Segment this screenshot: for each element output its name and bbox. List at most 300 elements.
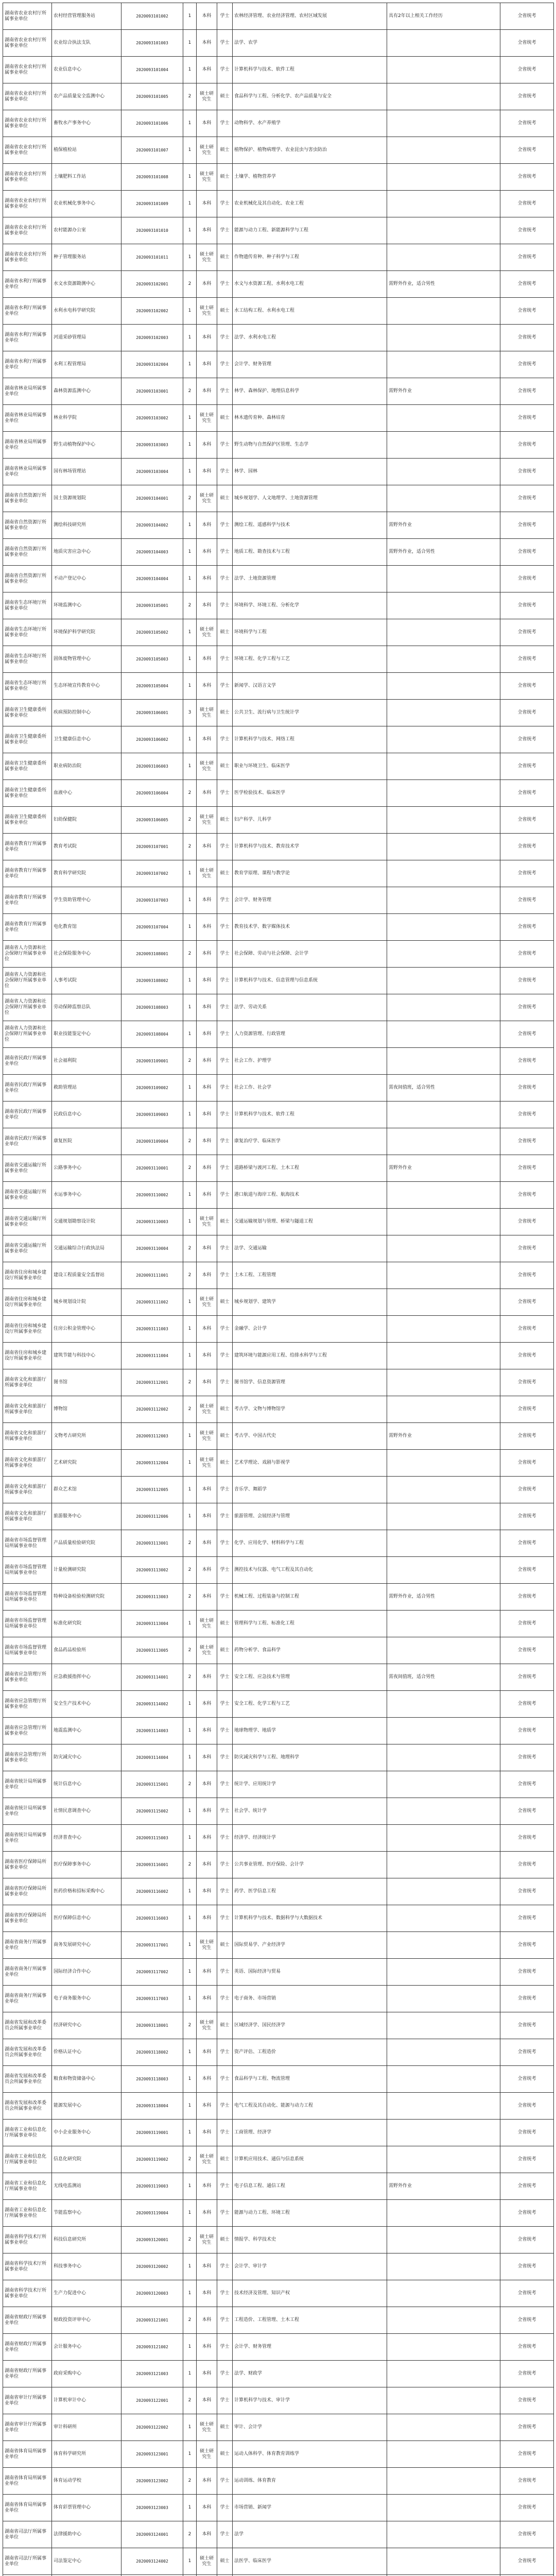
remark-cell: 全省统考 bbox=[500, 2066, 554, 2093]
requirement-cell bbox=[387, 1369, 500, 1396]
education-cell: 硕士研究生 bbox=[197, 1209, 217, 1235]
education-cell: 本科 bbox=[197, 1477, 217, 1503]
requirement-cell bbox=[387, 325, 500, 351]
requirement-cell: 需夜间值班，适合男性 bbox=[387, 1664, 500, 1691]
education-cell: 硕士研究生 bbox=[197, 1450, 217, 1477]
remark-cell: 全省统考 bbox=[500, 834, 554, 860]
dept-cell: 审计科研所 bbox=[52, 2414, 121, 2441]
education-cell: 硕士研究生 bbox=[197, 2414, 217, 2441]
education-cell: 本科 bbox=[197, 592, 217, 619]
major-cell: 社会保障、劳动与社会保障、会计学 bbox=[233, 941, 387, 968]
degree-cell: 学士 bbox=[217, 1691, 233, 1718]
position-code-cell: 2020093115003 bbox=[121, 1825, 183, 1852]
requirement-cell: 需夜间值班，适合男性 bbox=[387, 1075, 500, 1101]
unit-cell: 湖南省住房和城乡建设厅所属事业单位 bbox=[3, 1343, 52, 1369]
dept-cell: 民政信息中心 bbox=[52, 1101, 121, 1128]
requirement-cell bbox=[387, 592, 500, 619]
requirement-cell: 需野外作业 bbox=[387, 512, 500, 539]
requirement-cell bbox=[387, 860, 500, 887]
unit-cell: 湖南省发展和改革委员会所属事业单位 bbox=[3, 2039, 52, 2066]
major-cell: 工商管理、经济学 bbox=[233, 2120, 387, 2146]
position-code-cell: 2020093107003 bbox=[121, 887, 183, 914]
requirement-cell bbox=[387, 1101, 500, 1128]
degree-cell: 学士 bbox=[217, 1718, 233, 1744]
headcount-cell: 1 bbox=[183, 1503, 197, 1530]
major-cell: 职业与环境卫生、临床医学 bbox=[233, 753, 387, 780]
remark-cell: 全省统考 bbox=[500, 2548, 554, 2575]
major-cell: 区域经济学、国民经济学 bbox=[233, 2012, 387, 2039]
table-row bbox=[3, 646, 554, 673]
education-cell: 本科 bbox=[197, 325, 217, 351]
dept-cell: 农村能源办公室 bbox=[52, 217, 121, 244]
education-cell: 本科 bbox=[197, 1235, 217, 1262]
major-cell: 农业机械化及其自动化、农业工程 bbox=[233, 191, 387, 217]
requirement-cell: 需野外作业 bbox=[387, 378, 500, 405]
position-code-cell: 2020093123003 bbox=[121, 2495, 183, 2521]
degree-cell: 硕士 bbox=[217, 1396, 233, 1423]
major-cell: 计算机科学与技术、网络工程 bbox=[233, 726, 387, 753]
remark-cell: 全省统考 bbox=[500, 1584, 554, 1611]
headcount-cell: 2 bbox=[183, 807, 197, 834]
unit-cell: 湖南省医疗保障局所属事业单位 bbox=[3, 1852, 52, 1878]
dept-cell: 疾病预防控制中心 bbox=[52, 700, 121, 726]
requirement-cell: 需野外作业 bbox=[387, 2173, 500, 2200]
unit-cell: 湖南省水利厅所属事业单位 bbox=[3, 271, 52, 298]
education-cell: 硕士研究生 bbox=[197, 83, 217, 110]
table-row bbox=[3, 30, 554, 57]
dept-cell: 中小企业服务中心 bbox=[52, 2120, 121, 2146]
unit-cell: 湖南省林业局所属事业单位 bbox=[3, 405, 52, 432]
remark-cell: 全省统考 bbox=[500, 244, 554, 271]
headcount-cell: 2 bbox=[183, 485, 197, 512]
education-cell: 硕士研究生 bbox=[197, 164, 217, 191]
requirement-cell bbox=[387, 1611, 500, 1637]
headcount-cell: 1 bbox=[183, 726, 197, 753]
headcount-cell: 1 bbox=[183, 1986, 197, 2012]
major-cell: 人力资源管理、行政管理 bbox=[233, 1021, 387, 1048]
remark-cell: 全省统考 bbox=[500, 432, 554, 459]
unit-cell: 湖南省教育厅所属事业单位 bbox=[3, 887, 52, 914]
table-row bbox=[3, 673, 554, 700]
table-row bbox=[3, 1343, 554, 1369]
unit-cell: 湖南省医疗保障局所属事业单位 bbox=[3, 1878, 52, 1905]
requirement-cell bbox=[387, 994, 500, 1021]
major-cell: 化学、应用化学、材料科学与工程 bbox=[233, 1530, 387, 1557]
position-code-cell: 2020093113001 bbox=[121, 1530, 183, 1557]
headcount-cell: 1 bbox=[183, 860, 197, 887]
unit-cell: 湖南省财政厅所属事业单位 bbox=[3, 2307, 52, 2334]
requirement-cell bbox=[387, 1530, 500, 1557]
headcount-cell: 1 bbox=[183, 968, 197, 994]
degree-cell: 硕士 bbox=[217, 405, 233, 432]
degree-cell: 学士 bbox=[217, 1021, 233, 1048]
education-cell: 本科 bbox=[197, 994, 217, 1021]
headcount-cell: 2 bbox=[183, 1637, 197, 1664]
headcount-cell: 1 bbox=[183, 2495, 197, 2521]
table-row bbox=[3, 2066, 554, 2093]
dept-cell: 社会保险服务中心 bbox=[52, 941, 121, 968]
remark-cell: 全省统考 bbox=[500, 3, 554, 30]
remark-cell: 全省统考 bbox=[500, 2495, 554, 2521]
major-cell: 食品科学与工程、分析化学、农产品质量与安全 bbox=[233, 83, 387, 110]
dept-cell: 艺术研究院 bbox=[52, 1450, 121, 1477]
major-cell: 运动训练、体育教育 bbox=[233, 2468, 387, 2495]
major-cell: 英语、国际经济与贸易 bbox=[233, 1959, 387, 1986]
headcount-cell: 1 bbox=[183, 1450, 197, 1477]
requirement-cell bbox=[387, 1209, 500, 1235]
remark-cell: 全省统考 bbox=[500, 968, 554, 994]
requirement-cell bbox=[387, 1771, 500, 1798]
position-code-cell: 2020093103002 bbox=[121, 405, 183, 432]
remark-cell: 全省统考 bbox=[500, 405, 554, 432]
headcount-cell: 1 bbox=[183, 887, 197, 914]
education-cell: 本科 bbox=[197, 1316, 217, 1343]
dept-cell: 农村经营管理服务站 bbox=[52, 3, 121, 30]
position-code-cell: 2020093118002 bbox=[121, 2039, 183, 2066]
dept-cell: 住房公积金管理中心 bbox=[52, 1316, 121, 1343]
remark-cell: 全省统考 bbox=[500, 2387, 554, 2414]
education-cell: 本科 bbox=[197, 2200, 217, 2227]
headcount-cell: 1 bbox=[183, 1423, 197, 1450]
remark-cell: 全省统考 bbox=[500, 164, 554, 191]
unit-cell: 湖南省水利厅所属事业单位 bbox=[3, 298, 52, 325]
major-cell: 计算机科学与技术、软件工程 bbox=[233, 57, 387, 83]
degree-cell: 硕士 bbox=[217, 298, 233, 325]
headcount-cell: 1 bbox=[183, 566, 197, 592]
remark-cell: 全省统考 bbox=[500, 1637, 554, 1664]
table-row bbox=[3, 1477, 554, 1503]
education-cell: 本科 bbox=[197, 2253, 217, 2280]
degree-cell: 学士 bbox=[217, 1664, 233, 1691]
requirement-cell bbox=[387, 137, 500, 164]
degree-cell: 硕士 bbox=[217, 83, 233, 110]
headcount-cell: 2 bbox=[183, 271, 197, 298]
education-cell: 本科 bbox=[197, 887, 217, 914]
position-code-cell: 2020093106002 bbox=[121, 726, 183, 753]
degree-cell: 学士 bbox=[217, 1477, 233, 1503]
major-cell: 公共卫生、流行病与卫生统计学 bbox=[233, 700, 387, 726]
dept-cell: 应急救援指挥中心 bbox=[52, 1664, 121, 1691]
dept-cell: 医疗保障信息中心 bbox=[52, 1905, 121, 1932]
remark-cell: 全省统考 bbox=[500, 2414, 554, 2441]
major-cell: 林学、园林 bbox=[233, 459, 387, 485]
dept-cell: 水利工程管理局 bbox=[52, 351, 121, 378]
unit-cell: 湖南省交通运输厅所属事业单位 bbox=[3, 1182, 52, 1209]
education-cell: 本科 bbox=[197, 1959, 217, 1986]
degree-cell: 学士 bbox=[217, 2120, 233, 2146]
degree-cell: 学士 bbox=[217, 2495, 233, 2521]
remark-cell: 全省统考 bbox=[500, 1664, 554, 1691]
degree-cell: 学士 bbox=[217, 1128, 233, 1155]
position-code-cell: 2020093114004 bbox=[121, 1744, 183, 1771]
education-cell: 硕士研究生 bbox=[197, 1289, 217, 1316]
table-body bbox=[3, 3, 554, 2576]
dept-cell: 统计信息中心 bbox=[52, 1771, 121, 1798]
headcount-cell: 1 bbox=[183, 1021, 197, 1048]
dept-cell: 医疗保障事务中心 bbox=[52, 1852, 121, 1878]
remark-cell: 全省统考 bbox=[500, 673, 554, 700]
headcount-cell: 1 bbox=[183, 1905, 197, 1932]
remark-cell: 全省统考 bbox=[500, 1048, 554, 1075]
position-code-cell: 2020093118001 bbox=[121, 2012, 183, 2039]
table-row bbox=[3, 3, 554, 30]
dept-cell: 测绘科技研究所 bbox=[52, 512, 121, 539]
education-cell: 本科 bbox=[197, 566, 217, 592]
degree-cell: 硕士 bbox=[217, 1932, 233, 1959]
dept-cell: 教育考试院 bbox=[52, 834, 121, 860]
requirement-cell bbox=[387, 1503, 500, 1530]
headcount-cell: 1 bbox=[183, 2200, 197, 2227]
unit-cell: 湖南省民政厅所属事业单位 bbox=[3, 1128, 52, 1155]
headcount-cell: 1 bbox=[183, 1691, 197, 1718]
education-cell: 本科 bbox=[197, 2093, 217, 2120]
position-code-cell: 2020093122002 bbox=[121, 2414, 183, 2441]
headcount-cell: 2 bbox=[183, 2468, 197, 2495]
remark-cell: 全省统考 bbox=[500, 2468, 554, 2495]
education-cell: 本科 bbox=[197, 1182, 217, 1209]
education-cell: 本科 bbox=[197, 646, 217, 673]
headcount-cell: 2 bbox=[183, 1235, 197, 1262]
degree-cell: 学士 bbox=[217, 459, 233, 485]
education-cell: 本科 bbox=[197, 2468, 217, 2495]
table-row bbox=[3, 566, 554, 592]
education-cell: 本科 bbox=[197, 2361, 217, 2387]
degree-cell: 学士 bbox=[217, 592, 233, 619]
degree-cell: 学士 bbox=[217, 726, 233, 753]
position-code-cell: 2020093124001 bbox=[121, 2521, 183, 2548]
education-cell: 本科 bbox=[197, 2039, 217, 2066]
requirement-cell bbox=[387, 1744, 500, 1771]
degree-cell: 学士 bbox=[217, 110, 233, 137]
degree-cell: 学士 bbox=[217, 2387, 233, 2414]
position-code-cell: 2020093122001 bbox=[121, 2387, 183, 2414]
degree-cell: 硕士 bbox=[217, 619, 233, 646]
headcount-cell: 1 bbox=[183, 619, 197, 646]
position-code-cell: 2020093121002 bbox=[121, 2334, 183, 2361]
headcount-cell: 1 bbox=[183, 2066, 197, 2093]
dept-cell: 学生资助管理中心 bbox=[52, 887, 121, 914]
dept-cell: 环境保护科学研究院 bbox=[52, 619, 121, 646]
major-cell: 电子商务、市场营销 bbox=[233, 1986, 387, 2012]
remark-cell: 全省统考 bbox=[500, 1209, 554, 1235]
requirement-cell bbox=[387, 244, 500, 271]
dept-cell: 职业病防治院 bbox=[52, 753, 121, 780]
unit-cell: 湖南省体育局所属事业单位 bbox=[3, 2441, 52, 2468]
table-row bbox=[3, 2548, 554, 2575]
major-cell: 土木工程、工程管理 bbox=[233, 1262, 387, 1289]
dept-cell: 森林资源监测中心 bbox=[52, 378, 121, 405]
headcount-cell: 2 bbox=[183, 2146, 197, 2173]
remark-cell: 全省统考 bbox=[500, 1128, 554, 1155]
table-row bbox=[3, 2120, 554, 2146]
major-cell: 法学、农学 bbox=[233, 30, 387, 57]
position-code-cell: 2020093108004 bbox=[121, 1021, 183, 1048]
position-code-cell: 2020093115002 bbox=[121, 1798, 183, 1825]
remark-cell: 全省统考 bbox=[500, 726, 554, 753]
requirement-cell bbox=[387, 2548, 500, 2575]
dept-cell: 计算机审计中心 bbox=[52, 2387, 121, 2414]
table-row bbox=[3, 1718, 554, 1744]
remark-cell: 全省统考 bbox=[500, 30, 554, 57]
major-cell: 考古学、文物与博物馆学 bbox=[233, 1396, 387, 1423]
requirement-cell bbox=[387, 2307, 500, 2334]
remark-cell: 全省统考 bbox=[500, 592, 554, 619]
degree-cell: 学士 bbox=[217, 2200, 233, 2227]
table-row bbox=[3, 994, 554, 1021]
position-code-cell: 2020093104002 bbox=[121, 512, 183, 539]
dept-cell: 水运事务中心 bbox=[52, 1182, 121, 1209]
major-cell: 机械工程、过程装备与控制工程 bbox=[233, 1584, 387, 1611]
remark-cell: 全省统考 bbox=[500, 271, 554, 298]
remark-cell: 全省统考 bbox=[500, 512, 554, 539]
dept-cell: 博物馆 bbox=[52, 1396, 121, 1423]
remark-cell: 全省统考 bbox=[500, 2173, 554, 2200]
headcount-cell: 1 bbox=[183, 57, 197, 83]
headcount-cell: 2 bbox=[183, 1852, 197, 1878]
requirement-cell bbox=[387, 673, 500, 700]
table-row bbox=[3, 1182, 554, 1209]
unit-cell: 湖南省农业农村厅所属事业单位 bbox=[3, 3, 52, 30]
remark-cell: 全省统考 bbox=[500, 619, 554, 646]
position-code-cell: 2020093110001 bbox=[121, 1155, 183, 1182]
unit-cell: 湖南省林业局所属事业单位 bbox=[3, 459, 52, 485]
headcount-cell: 2 bbox=[183, 941, 197, 968]
education-cell: 硕士研究生 bbox=[197, 2227, 217, 2253]
requirement-cell bbox=[387, 432, 500, 459]
education-cell: 硕士研究生 bbox=[197, 2012, 217, 2039]
major-cell: 管理科学与工程、标准化工程 bbox=[233, 1611, 387, 1637]
major-cell: 能源与动力工程、环境工程 bbox=[233, 2200, 387, 2227]
position-code-cell: 2020093101003 bbox=[121, 30, 183, 57]
unit-cell: 湖南省工业和信息化厅所属事业单位 bbox=[3, 2146, 52, 2173]
requirement-cell bbox=[387, 780, 500, 807]
education-cell: 本科 bbox=[197, 1262, 217, 1289]
headcount-cell: 1 bbox=[183, 1182, 197, 1209]
table-row bbox=[3, 1771, 554, 1798]
dept-cell: 图书馆 bbox=[52, 1369, 121, 1396]
requirement-cell bbox=[387, 164, 500, 191]
degree-cell: 学士 bbox=[217, 1986, 233, 2012]
remark-cell: 全省统考 bbox=[500, 941, 554, 968]
table-row bbox=[3, 325, 554, 351]
dept-cell: 野生动植物保护中心 bbox=[52, 432, 121, 459]
remark-cell: 全省统考 bbox=[500, 2334, 554, 2361]
degree-cell: 学士 bbox=[217, 1744, 233, 1771]
table-row bbox=[3, 2227, 554, 2253]
dept-cell: 交通运输综合行政执法局 bbox=[52, 1235, 121, 1262]
degree-cell: 学士 bbox=[217, 941, 233, 968]
remark-cell: 全省统考 bbox=[500, 378, 554, 405]
requirement-cell bbox=[387, 1450, 500, 1477]
position-code-cell: 2020093103003 bbox=[121, 432, 183, 459]
position-code-cell: 2020093110003 bbox=[121, 1209, 183, 1235]
remark-cell: 全省统考 bbox=[500, 191, 554, 217]
table-row bbox=[3, 2307, 554, 2334]
dept-cell: 卫生健康信息中心 bbox=[52, 726, 121, 753]
degree-cell: 硕士 bbox=[217, 164, 233, 191]
degree-cell: 学士 bbox=[217, 2307, 233, 2334]
remark-cell: 全省统考 bbox=[500, 459, 554, 485]
headcount-cell: 1 bbox=[183, 1798, 197, 1825]
dept-cell: 水利水电科学研究院 bbox=[52, 298, 121, 325]
dept-cell: 计量检测研究院 bbox=[52, 1557, 121, 1584]
education-cell: 硕士研究生 bbox=[197, 619, 217, 646]
position-code-cell: 2020093113002 bbox=[121, 1557, 183, 1584]
degree-cell: 学士 bbox=[217, 646, 233, 673]
table-row bbox=[3, 1905, 554, 1932]
dept-cell: 防灾减灾中心 bbox=[52, 1744, 121, 1771]
degree-cell: 硕士 bbox=[217, 2227, 233, 2253]
position-code-cell: 2020093112004 bbox=[121, 1450, 183, 1477]
remark-cell: 全省统考 bbox=[500, 325, 554, 351]
requirement-cell bbox=[387, 191, 500, 217]
education-cell: 硕士研究生 bbox=[197, 298, 217, 325]
dept-cell: 会计服务中心 bbox=[52, 2334, 121, 2361]
unit-cell: 湖南省司法厅所属事业单位 bbox=[3, 2521, 52, 2548]
dept-cell: 水文水资源勘测中心 bbox=[52, 271, 121, 298]
headcount-cell: 2 bbox=[183, 1664, 197, 1691]
requirement-cell bbox=[387, 2093, 500, 2120]
education-cell: 本科 bbox=[197, 726, 217, 753]
requirement-cell bbox=[387, 30, 500, 57]
headcount-cell: 1 bbox=[183, 191, 197, 217]
unit-cell: 湖南省教育厅所属事业单位 bbox=[3, 860, 52, 887]
position-table bbox=[3, 3, 554, 2576]
remark-cell: 全省统考 bbox=[500, 2307, 554, 2334]
dept-cell: 城乡规划设计院 bbox=[52, 1289, 121, 1316]
education-cell: 本科 bbox=[197, 2521, 217, 2548]
unit-cell: 湖南省文化和旅游厅所属事业单位 bbox=[3, 1477, 52, 1503]
headcount-cell: 1 bbox=[183, 2173, 197, 2200]
unit-cell: 湖南省市场监督管理局所属事业单位 bbox=[3, 1637, 52, 1664]
major-cell: 计算机科学与技术、审计学 bbox=[233, 2387, 387, 2414]
degree-cell: 学士 bbox=[217, 2066, 233, 2093]
dept-cell: 固体废物管理中心 bbox=[52, 646, 121, 673]
major-cell: 电气工程及其自动化、能源与动力工程 bbox=[233, 2093, 387, 2120]
requirement-cell bbox=[387, 1932, 500, 1959]
position-code-cell: 2020093119002 bbox=[121, 2146, 183, 2173]
major-cell: 医学检验技术、临床医学 bbox=[233, 780, 387, 807]
dept-cell: 种子管理服务站 bbox=[52, 244, 121, 271]
requirement-cell bbox=[387, 1477, 500, 1503]
requirement-cell bbox=[387, 2521, 500, 2548]
table-row bbox=[3, 2521, 554, 2548]
education-cell: 本科 bbox=[197, 1503, 217, 1530]
headcount-cell: 1 bbox=[183, 753, 197, 780]
table-row bbox=[3, 1986, 554, 2012]
unit-cell: 湖南省教育厅所属事业单位 bbox=[3, 914, 52, 941]
major-cell: 计算机科学与技术、数据科学与大数据技术 bbox=[233, 1905, 387, 1932]
major-cell: 道路桥梁与渡河工程、土木工程 bbox=[233, 1155, 387, 1182]
unit-cell: 湖南省卫生健康委所属事业单位 bbox=[3, 753, 52, 780]
degree-cell: 硕士 bbox=[217, 2146, 233, 2173]
headcount-cell: 1 bbox=[183, 110, 197, 137]
dept-cell: 林业科学院 bbox=[52, 405, 121, 432]
dept-cell: 国有林场管理站 bbox=[52, 459, 121, 485]
remark-cell: 全省统考 bbox=[500, 1477, 554, 1503]
remark-cell: 全省统考 bbox=[500, 1744, 554, 1771]
headcount-cell: 2 bbox=[183, 83, 197, 110]
headcount-cell: 2 bbox=[183, 378, 197, 405]
degree-cell: 学士 bbox=[217, 539, 233, 566]
headcount-cell: 2 bbox=[183, 592, 197, 619]
major-cell: 环境科学、环境工程、分析化学 bbox=[233, 592, 387, 619]
headcount-cell: 1 bbox=[183, 1209, 197, 1235]
dept-cell: 标准化研究院 bbox=[52, 1611, 121, 1637]
position-code-cell: 2020093112005 bbox=[121, 1477, 183, 1503]
table-row bbox=[3, 1316, 554, 1343]
headcount-cell: 2 bbox=[183, 1530, 197, 1557]
